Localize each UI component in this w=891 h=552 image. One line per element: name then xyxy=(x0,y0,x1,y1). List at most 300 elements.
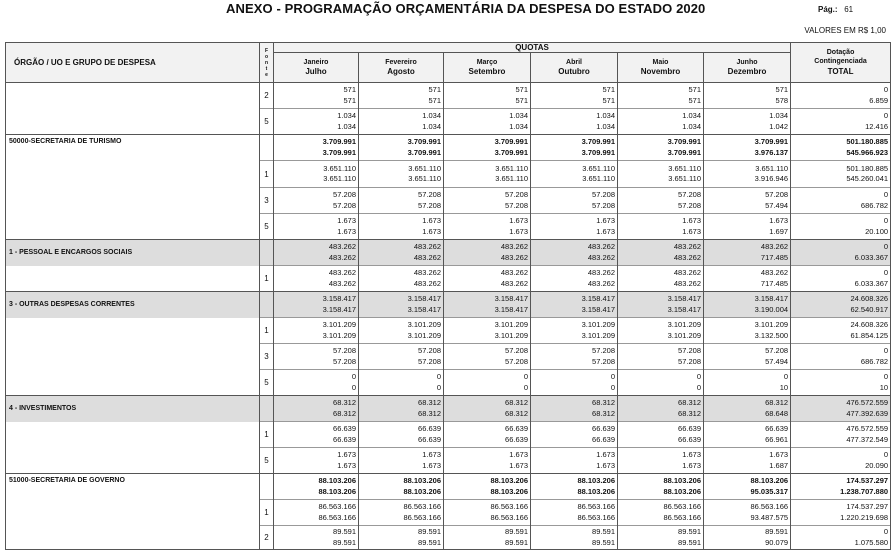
value-first: 89.591 xyxy=(678,527,701,536)
value-first: 1.673 xyxy=(509,450,528,459)
row-label: 3 - OUTRAS DESPESAS CORRENTES xyxy=(6,292,260,318)
value-second: 89.591 xyxy=(418,537,441,547)
total-cell xyxy=(791,422,891,448)
quota-cell xyxy=(531,292,618,318)
total-cell xyxy=(791,240,891,266)
value-first: 3.651.110 xyxy=(668,163,701,173)
quota-cell xyxy=(531,474,618,500)
row-label xyxy=(6,500,260,526)
total-line-3: TOTAL xyxy=(827,66,854,76)
value-second: 86.563.166 xyxy=(577,512,615,522)
quota-cell xyxy=(618,188,704,214)
value-second: 3.158.417 xyxy=(322,304,356,314)
column-orgao: ÓRGÃO / UO E GRUPO DE DESPESA xyxy=(6,43,260,83)
value-first: 3.709.991 xyxy=(754,137,789,146)
value-second: 86.563.166 xyxy=(663,512,701,522)
quota-cell xyxy=(359,474,444,500)
value-first: 0 xyxy=(883,527,889,536)
value-first: 0 xyxy=(523,372,528,381)
quota-cell xyxy=(444,344,531,370)
quota-cell xyxy=(618,161,704,188)
quota-cell xyxy=(359,370,444,396)
value-first: 483.262 xyxy=(760,268,789,277)
row-label xyxy=(6,318,260,344)
quota-cell xyxy=(444,266,531,292)
value-first: 86.563.166 xyxy=(318,502,356,511)
value-second: 6.033.367 xyxy=(854,278,889,288)
total-cell xyxy=(791,266,891,292)
value-first: 88.103.206 xyxy=(318,476,356,485)
value-second: 66.639 xyxy=(678,434,701,444)
table-row xyxy=(6,292,891,318)
page-number: 61 xyxy=(844,5,854,14)
row-fonte: 5 xyxy=(260,214,274,240)
total-line-2: Contingenciada xyxy=(814,57,867,65)
quota-cell xyxy=(704,318,791,344)
row-label: 1 - PESSOAL E ENCARGOS SOCIAIS xyxy=(6,240,260,266)
total-cell xyxy=(791,318,891,344)
value-second: 88.103.206 xyxy=(318,486,356,496)
column-fonte xyxy=(260,43,274,83)
quota-cell xyxy=(618,135,704,161)
value-first: 476.572.559 xyxy=(846,398,889,407)
quota-cell xyxy=(359,422,444,448)
quota-cell xyxy=(704,161,791,188)
quota-cell xyxy=(704,422,791,448)
value-second: 6.859 xyxy=(869,95,889,105)
table-row xyxy=(6,474,891,500)
value-second: 1.673 xyxy=(682,460,701,470)
value-second: 57.208 xyxy=(333,200,356,210)
value-second: 1.673 xyxy=(682,226,701,236)
value-first: 0 xyxy=(883,190,889,199)
value-second: 66.639 xyxy=(418,434,441,444)
value-first: 1.673 xyxy=(682,450,701,459)
value-first: 1.673 xyxy=(337,216,356,225)
value-first: 483.262 xyxy=(587,242,615,251)
value-second: 10 xyxy=(779,382,789,392)
value-second: 89.591 xyxy=(678,537,701,547)
quota-cell xyxy=(444,214,531,240)
value-second: 1.034 xyxy=(596,121,615,131)
value-first: 3.158.417 xyxy=(581,294,615,303)
row-fonte: 1 xyxy=(260,422,274,448)
value-first: 1.673 xyxy=(509,216,528,225)
value-first: 57.208 xyxy=(678,346,701,355)
quota-cell xyxy=(359,83,444,109)
value-first: 57.208 xyxy=(678,190,701,199)
value-second: 93.487.575 xyxy=(750,512,789,522)
total-cell xyxy=(791,474,891,500)
month-a: Fevereiro xyxy=(385,59,417,66)
quota-cell xyxy=(359,344,444,370)
value-second: 3.158.417 xyxy=(667,304,701,314)
quota-cell xyxy=(444,396,531,422)
value-first: 88.103.206 xyxy=(577,476,615,485)
value-first: 88.103.206 xyxy=(490,476,528,485)
value-second: 3.709.991 xyxy=(667,147,701,157)
quota-cell xyxy=(618,318,704,344)
value-first: 3.158.417 xyxy=(407,294,441,303)
value-first: 89.591 xyxy=(418,527,441,536)
value-first: 1.034 xyxy=(422,111,441,120)
quota-cell xyxy=(359,318,444,344)
value-second: 3.158.417 xyxy=(407,304,441,314)
value-first: 66.639 xyxy=(765,424,789,433)
value-second: 1.687 xyxy=(769,460,789,470)
month-b: Novembro xyxy=(640,67,681,76)
value-second: 483.262 xyxy=(673,278,701,288)
value-second: 57.208 xyxy=(418,356,441,366)
month-col-4 xyxy=(531,53,618,83)
quota-cell xyxy=(444,161,531,188)
total-cell xyxy=(791,448,891,474)
value-second: 66.639 xyxy=(505,434,528,444)
value-first: 3.101.209 xyxy=(667,320,701,329)
value-second: 483.262 xyxy=(587,278,615,288)
value-second: 57.208 xyxy=(592,356,615,366)
quota-cell xyxy=(274,240,359,266)
quota-cell xyxy=(274,526,359,550)
value-second: 3.101.209 xyxy=(667,330,701,340)
month-col-2 xyxy=(359,53,444,83)
value-second: 61.854.125 xyxy=(850,330,889,340)
row-fonte: 1 xyxy=(260,318,274,344)
quota-cell xyxy=(359,240,444,266)
value-second: 3.709.991 xyxy=(494,147,528,157)
row-fonte xyxy=(260,240,274,266)
value-first: 483.262 xyxy=(413,268,441,277)
value-second: 86.563.166 xyxy=(403,512,441,522)
row-label xyxy=(6,344,260,370)
value-first: 483.262 xyxy=(328,242,356,251)
quota-cell xyxy=(618,83,704,109)
quota-cell xyxy=(444,83,531,109)
row-label xyxy=(6,161,260,188)
value-second: 89.591 xyxy=(505,537,528,547)
value-second: 1.673 xyxy=(509,226,528,236)
value-first: 3.709.991 xyxy=(667,137,701,146)
currency-note: VALORES EM R$ 1,00 xyxy=(804,26,886,35)
quota-cell xyxy=(704,448,791,474)
value-first: 88.103.206 xyxy=(750,476,789,485)
value-first: 174.537.297 xyxy=(846,502,889,511)
quota-cell xyxy=(618,240,704,266)
quota-cell xyxy=(274,135,359,161)
value-second: 3.651.110 xyxy=(323,174,356,183)
table-row xyxy=(6,266,891,292)
quota-cell xyxy=(704,396,791,422)
quota-cell xyxy=(531,448,618,474)
quota-cell xyxy=(618,266,704,292)
report-title: ANEXO - PROGRAMAÇÃO ORÇAMENTÁRIA DA DESPESA DO ESTADO 2020 xyxy=(226,1,706,16)
value-second: 1.697 xyxy=(769,226,789,236)
value-second: 88.103.206 xyxy=(403,486,441,496)
value-first: 86.563.166 xyxy=(750,502,789,511)
quota-cell xyxy=(531,188,618,214)
value-second: 717.485 xyxy=(760,252,789,262)
value-second: 0 xyxy=(436,382,441,392)
value-first: 86.563.166 xyxy=(663,502,701,511)
quota-cell xyxy=(274,318,359,344)
fonte-letter: F xyxy=(264,47,269,54)
table-row xyxy=(6,135,891,161)
quota-cell xyxy=(618,422,704,448)
value-first: 3.651.110 xyxy=(755,163,789,173)
value-second: 57.494 xyxy=(765,200,789,210)
value-first: 1.673 xyxy=(769,216,789,225)
quota-cell xyxy=(274,500,359,526)
value-second: 12.416 xyxy=(865,121,889,131)
quota-cell xyxy=(704,240,791,266)
quota-cell xyxy=(444,370,531,396)
value-first: 68.312 xyxy=(592,398,615,407)
total-line-1: Dotação xyxy=(826,48,855,56)
value-second: 477.392.639 xyxy=(846,408,889,418)
value-second: 90.079 xyxy=(765,537,789,547)
value-second: 3.709.991 xyxy=(581,147,615,157)
value-second: 1.673 xyxy=(509,460,528,470)
quota-cell xyxy=(359,266,444,292)
value-first: 1.673 xyxy=(422,450,441,459)
value-first: 483.262 xyxy=(413,242,441,251)
value-second: 1.673 xyxy=(596,226,615,236)
row-fonte: 1 xyxy=(260,500,274,526)
value-first: 57.208 xyxy=(418,190,441,199)
quota-cell xyxy=(531,109,618,135)
value-first: 483.262 xyxy=(587,268,615,277)
value-second: 68.312 xyxy=(678,408,701,418)
value-first: 89.591 xyxy=(592,527,615,536)
value-second: 3.916.946 xyxy=(754,174,789,183)
value-second: 686.782 xyxy=(860,356,889,366)
total-cell xyxy=(791,214,891,240)
value-first: 0 xyxy=(883,216,889,225)
quota-cell xyxy=(359,188,444,214)
value-second: 88.103.206 xyxy=(577,486,615,496)
quota-cell xyxy=(444,500,531,526)
table-row xyxy=(6,422,891,448)
value-second: 3.709.991 xyxy=(322,147,356,157)
value-second: 68.312 xyxy=(505,408,528,418)
month-col-1 xyxy=(274,53,359,83)
value-first: 571 xyxy=(428,85,441,94)
budget-table xyxy=(5,42,891,550)
quota-cell xyxy=(274,188,359,214)
value-first: 66.639 xyxy=(418,424,441,433)
value-first: 66.639 xyxy=(678,424,701,433)
row-label xyxy=(6,214,260,240)
value-second: 571 xyxy=(602,95,615,105)
value-second: 57.208 xyxy=(505,356,528,366)
value-first: 1.673 xyxy=(596,450,615,459)
quota-cell xyxy=(274,396,359,422)
value-second: 3.101.209 xyxy=(494,330,528,340)
table-body xyxy=(6,83,891,550)
month-col-3 xyxy=(444,53,531,83)
quota-cell xyxy=(274,370,359,396)
value-second: 1.034 xyxy=(509,121,528,131)
quota-cell xyxy=(704,214,791,240)
quota-cell xyxy=(531,344,618,370)
value-first: 571 xyxy=(515,85,528,94)
value-second: 717.485 xyxy=(760,278,789,288)
quota-cell xyxy=(444,474,531,500)
value-first: 1.673 xyxy=(596,216,615,225)
row-fonte: 1 xyxy=(260,161,274,188)
table-row xyxy=(6,161,891,188)
quota-cell xyxy=(359,396,444,422)
month-b: Julho xyxy=(305,67,327,76)
value-first: 571 xyxy=(602,85,615,94)
quota-cell xyxy=(274,83,359,109)
total-cell xyxy=(791,109,891,135)
value-first: 483.262 xyxy=(328,268,356,277)
quota-cell xyxy=(618,396,704,422)
quota-cell xyxy=(359,109,444,135)
value-second: 571 xyxy=(343,95,356,105)
row-fonte: 5 xyxy=(260,448,274,474)
total-cell xyxy=(791,396,891,422)
value-second: 1.075.580 xyxy=(854,537,889,547)
quota-cell xyxy=(274,344,359,370)
row-label xyxy=(6,188,260,214)
value-second: 686.782 xyxy=(860,200,889,210)
quota-cell xyxy=(704,188,791,214)
table-row xyxy=(6,240,891,266)
fonte-letter: o xyxy=(264,53,269,60)
total-cell xyxy=(791,188,891,214)
value-second: 66.639 xyxy=(592,434,615,444)
table-row xyxy=(6,318,891,344)
quota-cell xyxy=(359,161,444,188)
value-first: 483.262 xyxy=(500,268,528,277)
value-first: 0 xyxy=(883,372,889,381)
month-b: Dezembro xyxy=(727,67,767,76)
value-first: 0 xyxy=(436,372,441,381)
value-first: 57.208 xyxy=(333,190,356,199)
value-first: 0 xyxy=(883,111,889,120)
table-row xyxy=(6,214,891,240)
quota-cell xyxy=(618,292,704,318)
quota-cell xyxy=(618,448,704,474)
column-quotas: QUOTAS xyxy=(274,43,791,53)
quota-cell xyxy=(531,83,618,109)
value-first: 1.034 xyxy=(596,111,615,120)
value-first: 0 xyxy=(610,372,615,381)
value-first: 57.208 xyxy=(592,190,615,199)
value-second: 1.238.707.880 xyxy=(840,486,889,496)
value-first: 1.673 xyxy=(422,216,441,225)
value-first: 24.608.326 xyxy=(850,294,889,303)
month-b: Setembro xyxy=(468,67,506,76)
quota-cell xyxy=(274,214,359,240)
quota-cell xyxy=(531,422,618,448)
quota-cell xyxy=(274,161,359,188)
value-first: 89.591 xyxy=(333,527,356,536)
row-label xyxy=(6,448,260,474)
row-label xyxy=(6,370,260,396)
value-second: 0 xyxy=(610,382,615,392)
value-second: 88.103.206 xyxy=(490,486,528,496)
month-a: Março xyxy=(476,59,498,66)
value-second: 3.101.209 xyxy=(581,330,615,340)
value-second: 1.034 xyxy=(337,121,356,131)
value-first: 68.312 xyxy=(333,398,356,407)
value-first: 174.537.297 xyxy=(846,476,889,485)
value-second: 10 xyxy=(879,382,889,392)
value-second: 1.034 xyxy=(682,121,701,131)
row-label: 51000-SECRETARIA DE GOVERNO xyxy=(6,474,260,500)
value-first: 57.208 xyxy=(505,190,528,199)
quota-cell xyxy=(704,370,791,396)
quota-cell xyxy=(359,214,444,240)
table-row xyxy=(6,396,891,422)
table-row xyxy=(6,109,891,135)
value-second: 1.034 xyxy=(422,121,441,131)
value-first: 0 xyxy=(883,242,889,251)
table-row xyxy=(6,500,891,526)
value-second: 89.591 xyxy=(592,537,615,547)
quota-cell xyxy=(618,214,704,240)
value-first: 68.312 xyxy=(678,398,701,407)
total-cell xyxy=(791,500,891,526)
value-first: 86.563.166 xyxy=(403,502,441,511)
fonte-letter: t xyxy=(265,65,268,72)
value-second: 68.312 xyxy=(592,408,615,418)
month-col-5 xyxy=(618,53,704,83)
row-fonte xyxy=(260,474,274,500)
value-second: 483.262 xyxy=(673,252,701,262)
row-fonte: 2 xyxy=(260,83,274,109)
value-first: 1.673 xyxy=(769,450,789,459)
value-second: 3.976.137 xyxy=(754,147,789,157)
value-second: 3.190.004 xyxy=(754,304,789,314)
value-first: 571 xyxy=(343,85,356,94)
quota-cell xyxy=(618,370,704,396)
value-first: 89.591 xyxy=(505,527,528,536)
quota-cell xyxy=(704,292,791,318)
quota-cell xyxy=(531,161,618,188)
value-first: 57.208 xyxy=(505,346,528,355)
value-second: 3.101.209 xyxy=(322,330,356,340)
value-first: 88.103.206 xyxy=(663,476,701,485)
value-second: 483.262 xyxy=(413,252,441,262)
value-second: 88.103.206 xyxy=(663,486,701,496)
value-first: 3.709.991 xyxy=(494,137,528,146)
value-first: 1.034 xyxy=(509,111,528,120)
value-second: 483.262 xyxy=(500,252,528,262)
total-cell xyxy=(791,370,891,396)
quota-cell xyxy=(444,318,531,344)
page-label: Pág.: xyxy=(818,5,838,14)
quota-cell xyxy=(444,188,531,214)
value-first: 1.673 xyxy=(337,450,356,459)
month-b: Outubro xyxy=(558,67,590,76)
value-second: 57.208 xyxy=(418,200,441,210)
value-first: 0 xyxy=(696,372,701,381)
value-second: 66.961 xyxy=(765,434,789,444)
value-second: 1.673 xyxy=(422,226,441,236)
row-fonte: 2 xyxy=(260,526,274,550)
quota-cell xyxy=(704,500,791,526)
value-second: 3.101.209 xyxy=(407,330,441,340)
value-first: 571 xyxy=(688,85,701,94)
value-first: 3.101.209 xyxy=(407,320,441,329)
row-label xyxy=(6,422,260,448)
value-first: 3.158.417 xyxy=(494,294,528,303)
row-fonte: 5 xyxy=(260,370,274,396)
